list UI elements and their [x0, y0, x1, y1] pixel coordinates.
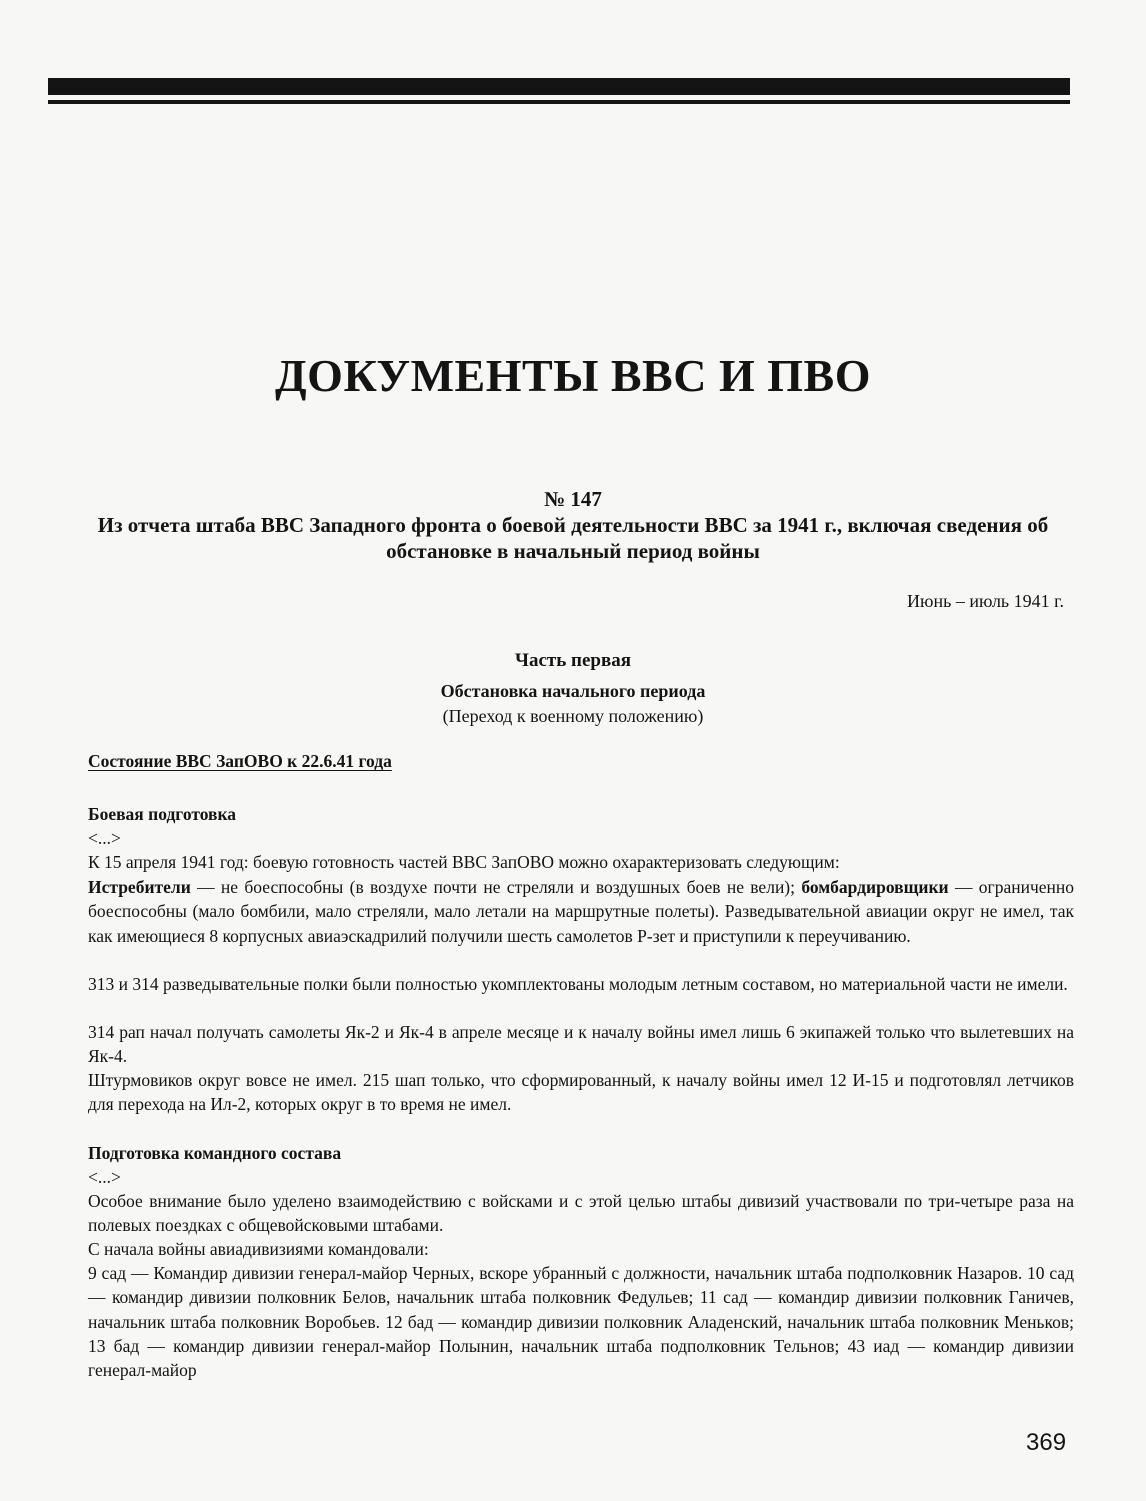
- bombers-text: — ограниченно боеспособны (мало бомбили, мало стреляли, мало летали на маршрутные полеты). Разведывательной авиации округ не имел, так как имеющиеся 8 корпусных авиаэскадрилий получили шесть самолетов Р-зет и приступили к переучиванию.: [88, 877, 1074, 946]
- paragraph-commanders-intro: С начала войны авиадивизиями командовали:: [88, 1239, 429, 1259]
- section-title: ДОКУМЕНТЫ ВВС И ПВО: [275, 350, 871, 401]
- paragraph-interaction: Особое внимание было уделено взаимодействию с войсками и с этой целью штабы дивизий участвовали по три-четыре раза на полевых поездках с общевойсковыми штабами.: [88, 1191, 1074, 1236]
- combat-training-heading: Боевая подготовка: [88, 804, 237, 824]
- header-rule-thin: [48, 100, 1070, 104]
- term-fighters: Истребители: [88, 877, 191, 897]
- part-title: Часть первая: [515, 650, 631, 671]
- paragraph-314-rap: 314 рап начал получать самолеты Як-2 и Як-4 в апреле месяце и к началу войны имел лишь 6 экипажей только что вылетевших на Як-4.: [88, 1022, 1074, 1067]
- ellipsis-omission: <...>: [88, 828, 121, 848]
- document-title: Из отчета штаба ВВС Западного фронта о боевой деятельности ВВС за 1941 г., включая сведения об обстановке в начальный период войны: [97, 513, 1049, 563]
- page-number: 369: [1026, 1429, 1067, 1456]
- paragraph-recon-regiments: 313 и 314 разведывательные полки были полностью укомплектованы молодым летным составом, но материальной части не имели.: [88, 974, 1068, 994]
- part-note: (Переход к военному положению): [442, 706, 704, 726]
- paragraph-readiness: К 15 апреля 1941 год: боевую готовность частей ВВС ЗапОВО можно охарактеризовать следующим:: [88, 852, 840, 872]
- document-number: № 147: [544, 487, 602, 511]
- document-date: Июнь – июль 1941 г.: [907, 591, 1064, 611]
- paragraph-assault-aviation: Штурмовиков округ вовсе не имел. 215 шап только, что сформированный, к началу войны имел 12 И-15 и подготовлял летчиков для перехода на Ил-2, которых округ в то время не имел.: [88, 1070, 1074, 1115]
- part-subtitle: Обстановка начального периода: [440, 681, 706, 701]
- paragraph-fighters-bombers: [88, 875, 1074, 948]
- command-training-heading: Подготовка командного состава: [88, 1143, 342, 1163]
- term-bombers: бомбардировщики: [801, 877, 949, 897]
- header-rule-thick: [48, 78, 1070, 95]
- paragraph-commanders-list: 9 сад — Командир дивизии генерал-майор Черных, вскоре убранный с должности, начальник штаба подполковник Назаров. 10 сад — командир дивизии полковник Белов, начальник штаба полковник Федульев; 11 сад — командир дивизии полковник Ганичев, начальник штаба полковник Воробьев. 12 бад — командир дивизии полковник Аладенский, начальник штаба полковник Меньков; 13 бад — командир дивизии генерал-майор Полынин, начальник штаба подполковник Тельнов; 43 иад — командир дивизии генерал-майор: [88, 1263, 1074, 1381]
- state-heading: Состояние ВВС ЗапОВО к 22.6.41 года: [88, 751, 392, 771]
- ellipsis-omission: <...>: [88, 1167, 121, 1187]
- fighters-text: — не боеспособны (в воздухе почти не стреляли и воздушных боев не вели);: [190, 877, 802, 897]
